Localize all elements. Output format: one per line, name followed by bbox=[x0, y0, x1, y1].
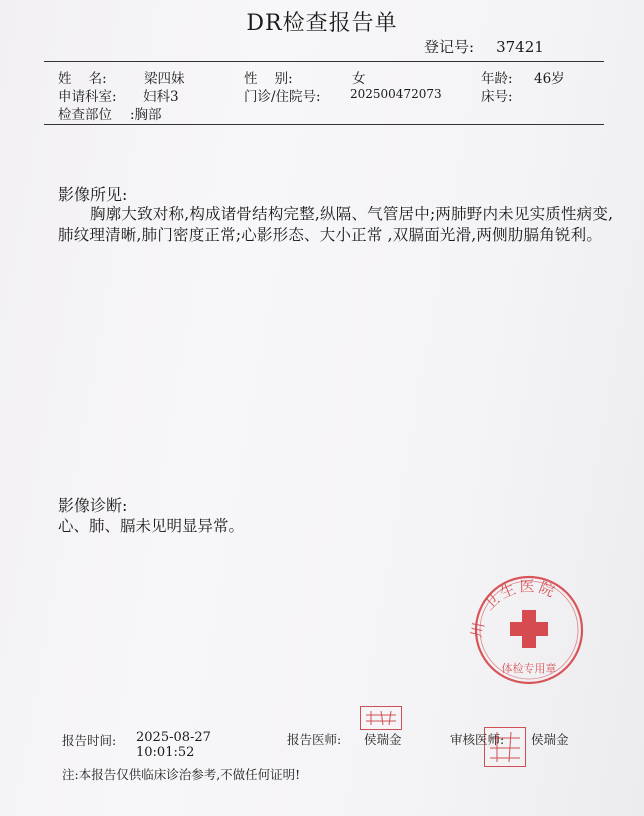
seal-scribble-icon bbox=[361, 707, 401, 729]
dept-label: 申请科室: bbox=[58, 89, 117, 105]
registration-number bbox=[424, 36, 544, 57]
reviewing-doctor-name: 侯瑞金 bbox=[531, 732, 569, 747]
report-date: 2025-08-27 bbox=[136, 730, 211, 745]
diagnosis-heading: 影像诊断: bbox=[58, 496, 128, 515]
report-time: 10:01:52 bbox=[136, 745, 195, 760]
age-value: 46岁 bbox=[534, 71, 565, 87]
header-divider-bottom bbox=[44, 124, 604, 125]
registration-label: 登记号: bbox=[424, 38, 475, 56]
exam-part-value: :胸部 bbox=[130, 107, 162, 123]
findings-heading: 影像所见: bbox=[58, 185, 128, 204]
clinic-number-label: 门诊/住院号: bbox=[244, 89, 321, 105]
report-title: DR检查报告单 bbox=[246, 11, 398, 36]
name-value: 梁四妹 bbox=[144, 71, 185, 87]
exam-part-label: 检查部位 bbox=[58, 107, 112, 123]
hospital-seal bbox=[460, 574, 598, 686]
name-label: 姓 名: bbox=[58, 71, 107, 87]
reporting-doctor-name: 侯瑞金 bbox=[364, 732, 402, 747]
age-label: 年龄: bbox=[481, 71, 513, 87]
seal-ring-text: 卫生医院 bbox=[479, 577, 560, 615]
seal-bottom-text: 体检专用章 bbox=[501, 662, 557, 675]
doctor-seal-1 bbox=[360, 706, 402, 730]
disclaimer-note: 注:本报告仅供临床诊治参考,不做任何证明! bbox=[62, 767, 301, 782]
sex-value: 女 bbox=[352, 71, 366, 87]
diagnosis-text: 心、肺、膈未见明显异常。 bbox=[58, 517, 245, 535]
reporting-doctor-label: 报告医师: bbox=[287, 732, 342, 747]
dept-value: 妇科3 bbox=[143, 89, 179, 105]
registration-value: 37421 bbox=[496, 38, 544, 56]
sex-label: 性 别: bbox=[244, 71, 293, 87]
bed-label: 床号: bbox=[481, 89, 513, 105]
red-cross-icon bbox=[510, 610, 548, 648]
header-divider-top bbox=[44, 61, 604, 62]
clinic-number-value: 202500472073 bbox=[350, 87, 442, 101]
reviewing-doctor-label: 审核医师: bbox=[450, 732, 505, 747]
seal-ring-prefix: 川 bbox=[467, 617, 489, 639]
findings-text: 胸廓大致对称,构成诸骨结构完整,纵隔、气管居中;两肺野内未见实质性病变,肺纹理清晰,肺门密度正常;心影形态、大小正常 ,双膈面光滑,两侧肋膈角锐利。 bbox=[58, 205, 614, 244]
report-time-label: 报告时间: bbox=[62, 733, 117, 748]
